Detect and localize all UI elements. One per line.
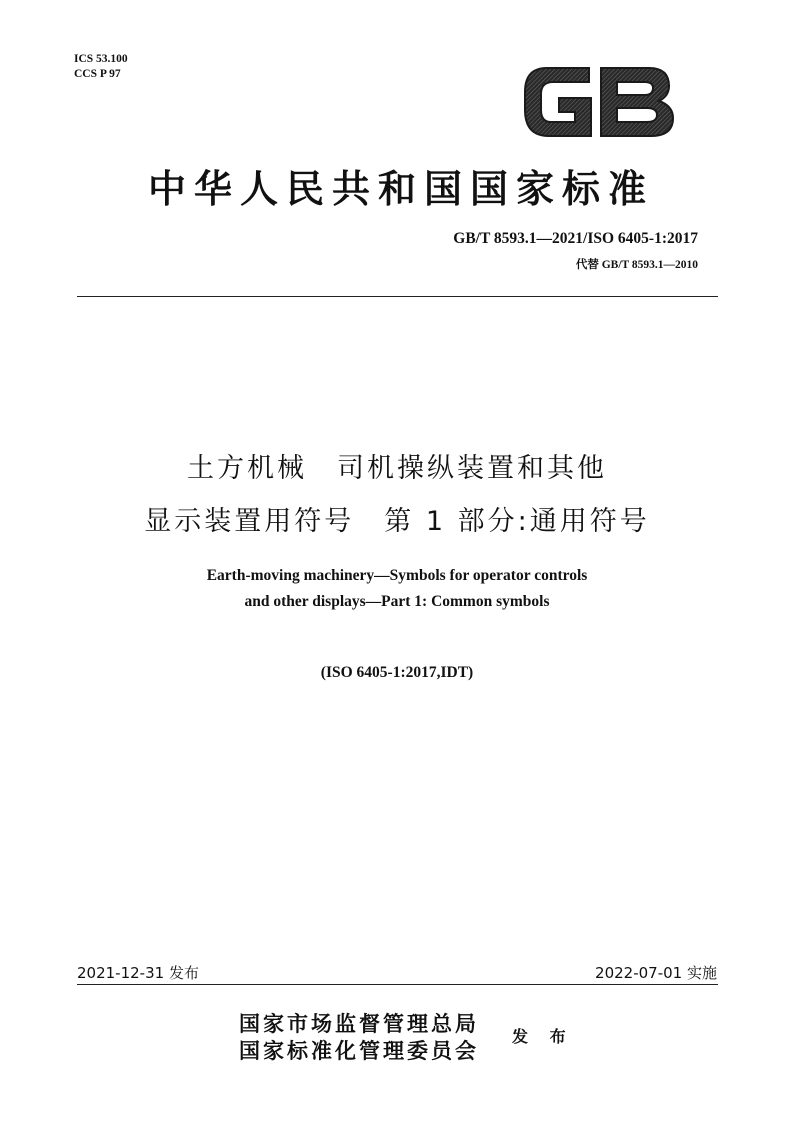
adoption-note: (ISO 6405-1:2017,IDT)	[320, 664, 474, 681]
en-title-line-1: Earth-moving machinery—Symbols for operator controls	[206, 567, 588, 584]
cn-title-line-1: 土方机械 司机操纵装置和其他	[187, 453, 607, 484]
gb-standard-logo-icon	[519, 58, 677, 142]
header-divider	[77, 296, 718, 297]
replaces-standard: 代替 GB/T 8593.1—2010	[575, 259, 698, 271]
publish-label: 发 布	[512, 1027, 574, 1046]
issuing-authorities	[239, 1010, 479, 1064]
classification-codes	[74, 52, 128, 82]
issue-date: 2021-12-31 发布	[77, 964, 199, 982]
standard-number: GB/T 8593.1—2021/ISO 6405-1:2017	[453, 230, 698, 247]
implementation-date: 2022-07-01 实施	[595, 964, 717, 982]
footer-divider	[77, 984, 718, 985]
issuer-2: 国家标准化管理委员会	[239, 1038, 479, 1063]
issuer-1: 国家市场监督管理总局	[239, 1011, 479, 1036]
ics-code: ICS 53.100	[74, 53, 128, 65]
ccs-code: CCS P 97	[74, 68, 121, 80]
en-title-line-2: and other displays—Part 1: Common symbols	[244, 593, 550, 610]
national-standard-title: 中华人民共和国国家标准	[147, 166, 654, 211]
cn-title-line-2: 显示装置用符号 第 1 部分:通用符号	[144, 506, 650, 537]
